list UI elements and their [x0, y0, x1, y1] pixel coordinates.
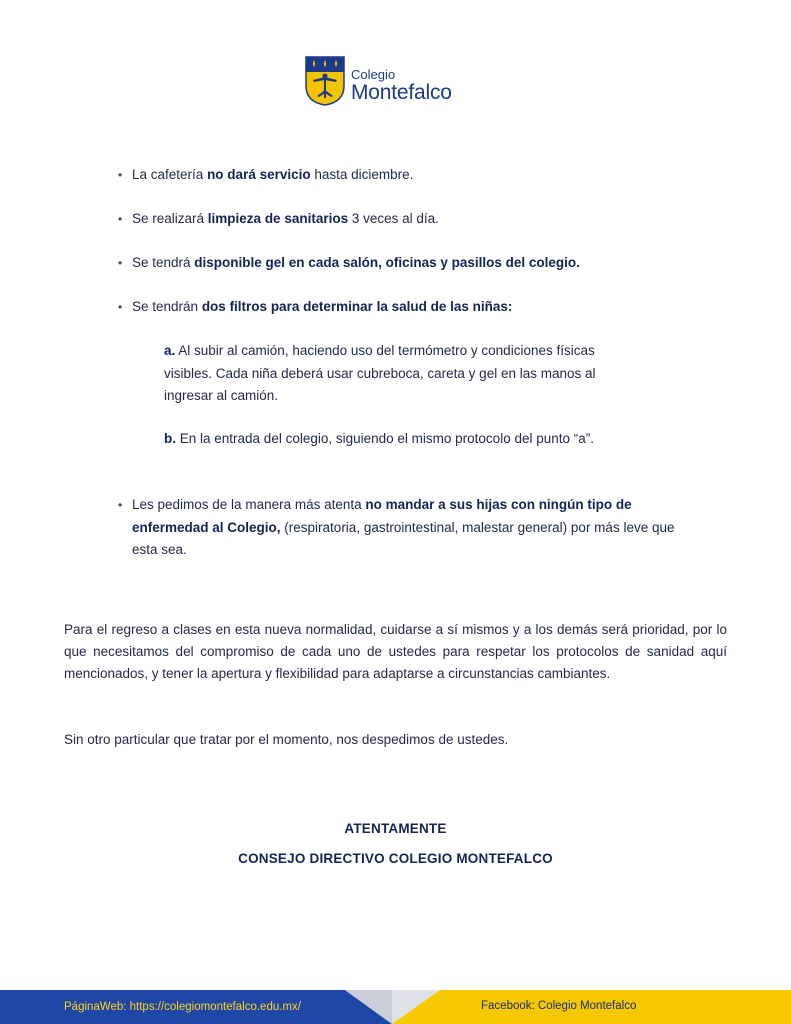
bullet-icon: • [118, 168, 123, 182]
list-item-sanitarios [118, 208, 678, 231]
list-item-gel [118, 252, 678, 275]
bullet-text: (respiratoria, gastrointestinal, malestar general) por más leve que esta sea. [132, 519, 675, 557]
bullet-icon: • [118, 212, 123, 226]
bullet-text: Se tendrán [132, 299, 202, 314]
list-item-enfermedad [118, 494, 678, 562]
filter-label: b. [164, 431, 176, 446]
filter-label: a. [164, 343, 176, 358]
logo-line-2: Montefalco [351, 81, 452, 104]
bullet-text: La cafetería [132, 167, 208, 182]
school-logo-text [351, 68, 452, 103]
bullet-bold-text: no mandar a sus hijas con ningún tipo de enfermedad al Colegio, [132, 497, 632, 535]
bullet-icon: • [118, 256, 123, 270]
bullet-text: 3 veces al día. [348, 211, 439, 226]
footer-bar [0, 990, 791, 1024]
farewell-paragraph: Sin otro particular que tratar por el momento, nos despedimos de ustedes. [64, 732, 509, 747]
bullet-bold-text: dos filtros para determinar la salud de las niñas: [201, 299, 513, 314]
filter-item-a [164, 340, 626, 408]
filter-item-b [164, 428, 626, 451]
filter-text: Al subir al camión, haciendo uso del termómetro y condiciones físicas visibles. Cada niña deberá usar cubreboca, careta y gel en las manos al ingresar al camión. [164, 343, 596, 403]
logo-line-1: Colegio [351, 67, 396, 82]
bullet-icon: • [118, 300, 123, 314]
facebook-link[interactable]: Facebook: Colegio Montefalco [481, 1000, 637, 1012]
bullet-text: hasta diciembre. [310, 167, 414, 182]
bullet-bold-text: limpieza de sanitarios [207, 211, 349, 226]
bullet-text: Se realizará [132, 211, 208, 226]
bullet-text: Se tendrá [132, 255, 195, 270]
list-item-cafeteria [118, 164, 678, 187]
list-item-filtros [118, 296, 678, 319]
signature-greeting: ATENTAMENTE [344, 821, 447, 836]
letterhead [0, 56, 791, 108]
bullet-text: Les pedimos de la manera más atenta [132, 497, 366, 512]
filter-text: En la entrada del colegio, siguiendo el mismo protocolo del punto “a”. [176, 431, 594, 446]
bullet-bold-text: no dará servicio [207, 167, 311, 182]
school-shield-icon [305, 56, 345, 106]
bullet-bold-text: disponible gel en cada salón, oficinas y pasillos del colegio. [194, 255, 580, 270]
closing-paragraph: Para el regreso a clases en esta nueva normalidad, cuidarse a sí mismos y a los demás será prioridad, por lo que necesitamos del compromiso de cada uno de ustedes para respetar los protocolos de sanidad aquí mencionados, y tener la apertura y flexibilidad para adaptarse a circunstancias cambiantes. [64, 622, 727, 681]
signature-signer: CONSEJO DIRECTIVO COLEGIO MONTEFALCO [238, 851, 553, 866]
bullet-icon: • [118, 498, 123, 512]
website-link[interactable]: PáginaWeb: https://colegiomontefalco.edu.mx/ [64, 1001, 301, 1013]
